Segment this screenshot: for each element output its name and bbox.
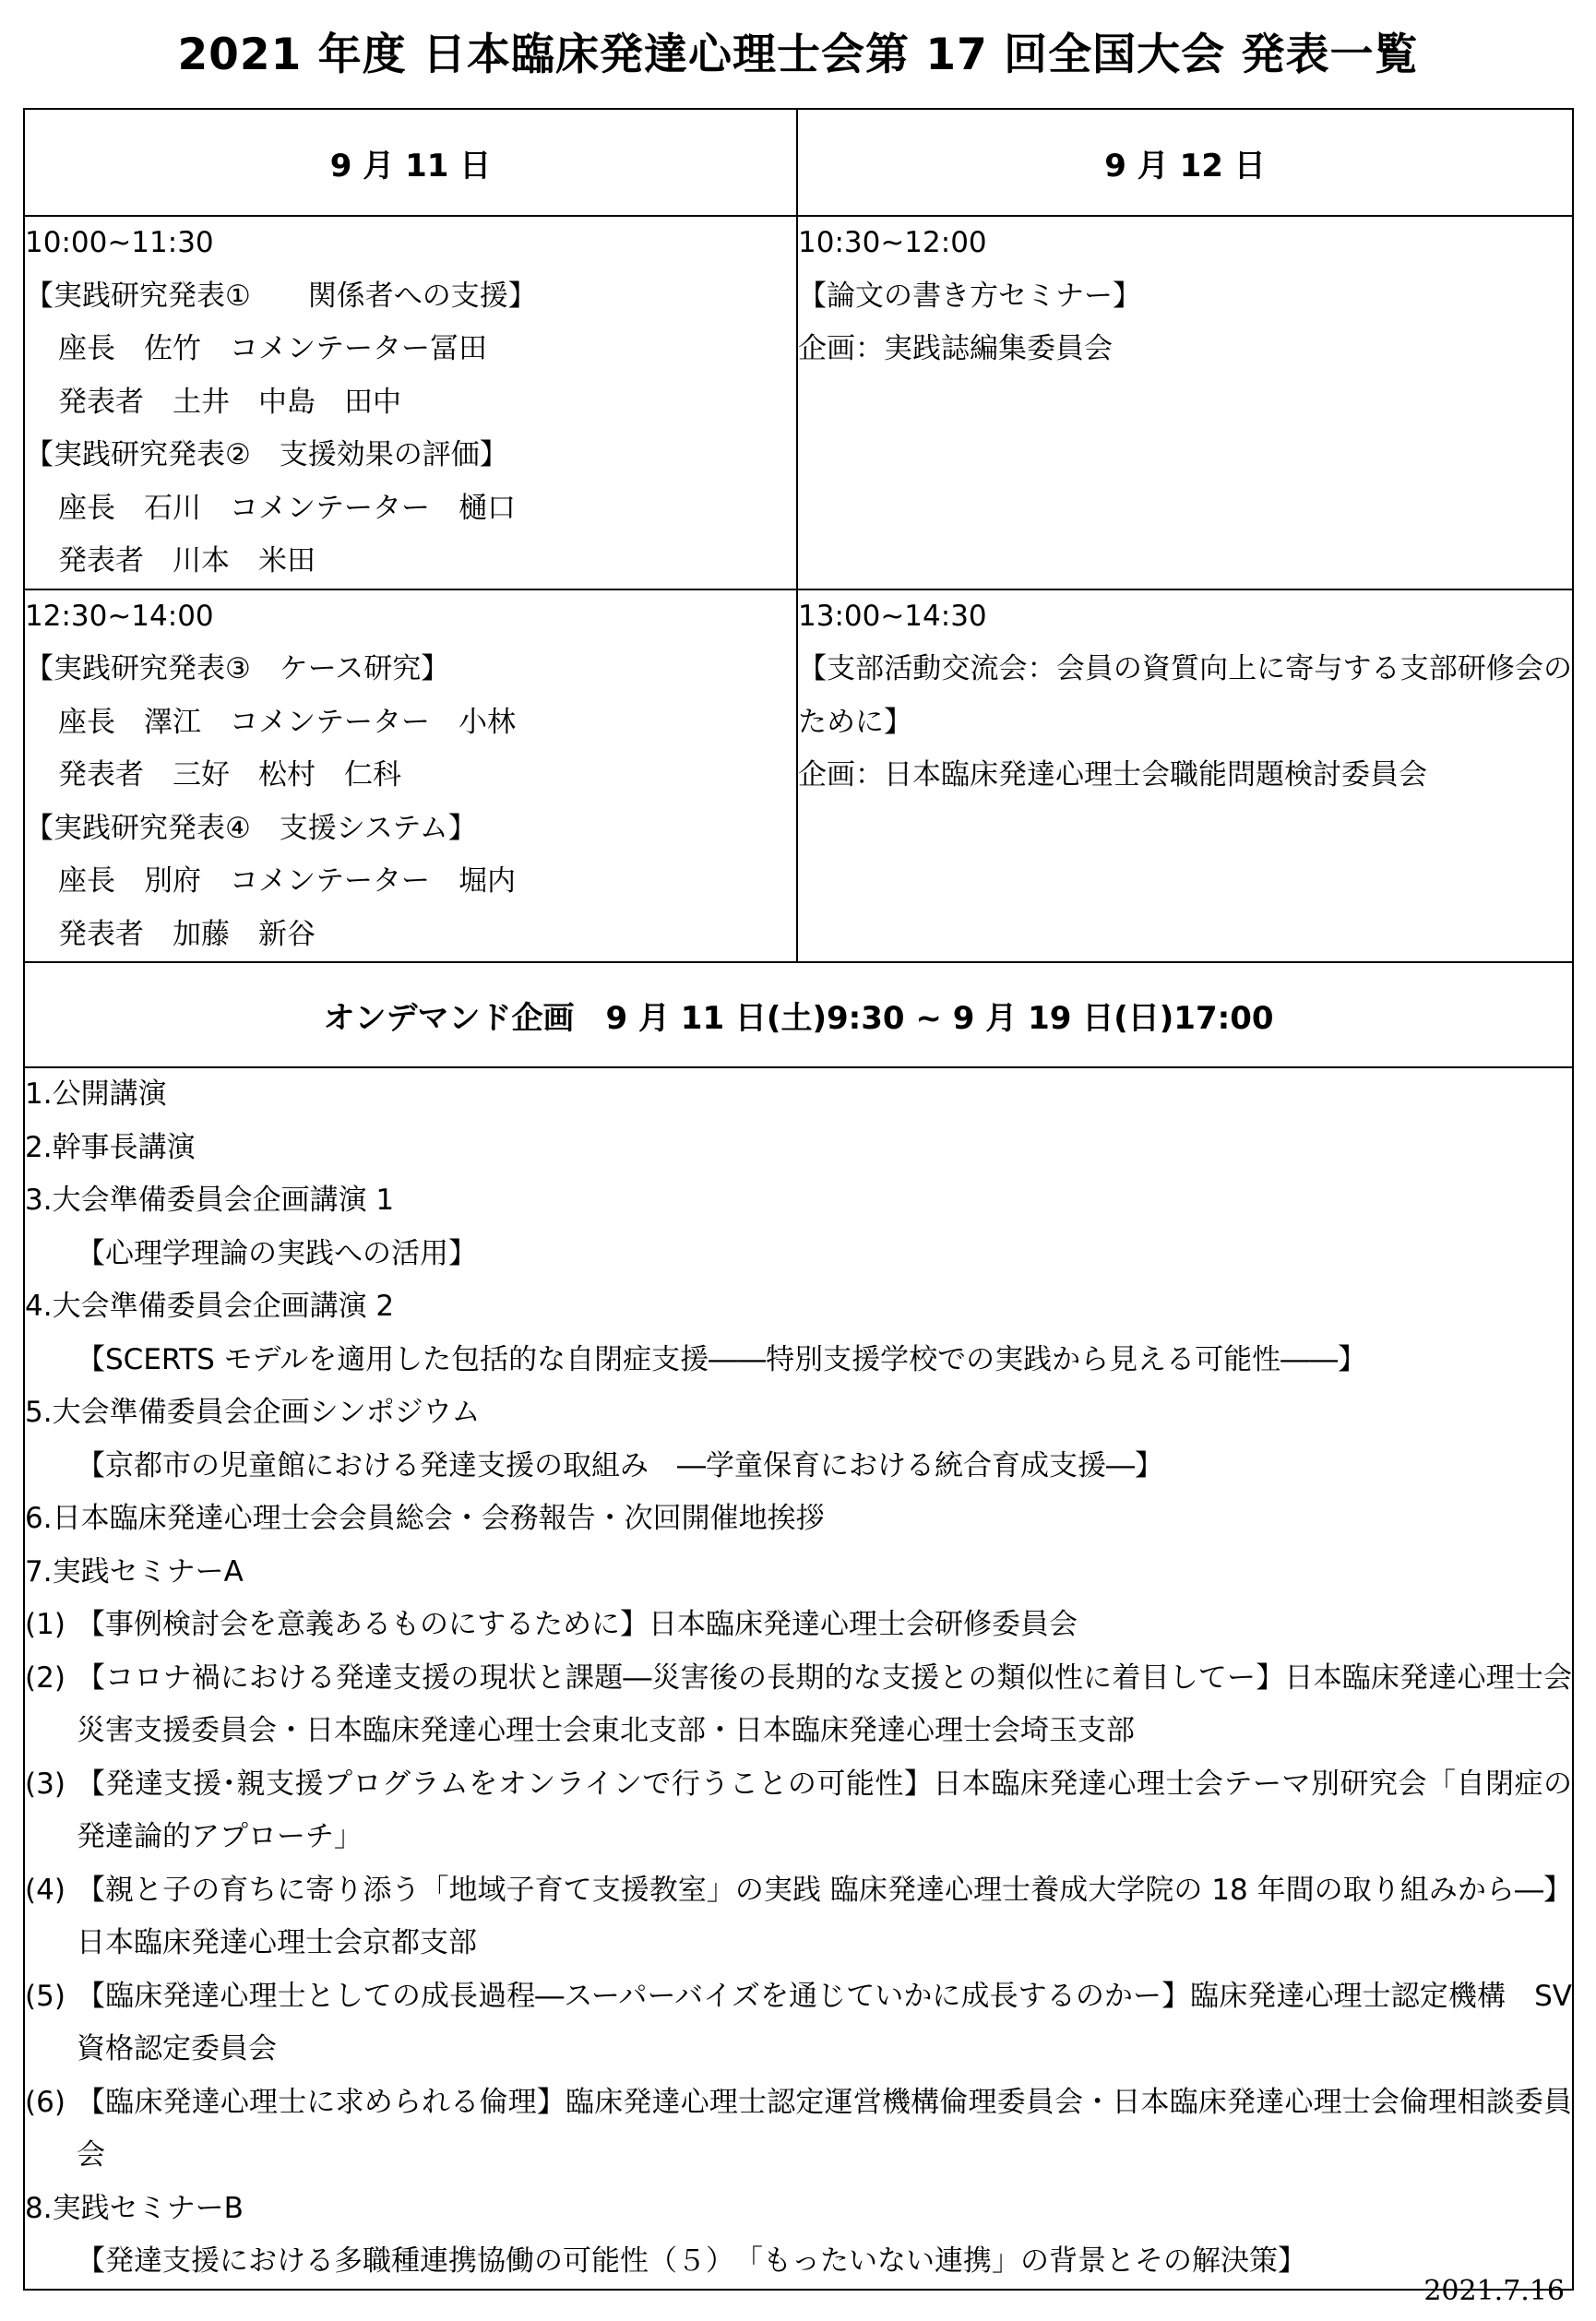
day1-afternoon-cell [24,589,797,963]
list-item-title: 【京都市の児童館における発達支援の取組み ―学童保育における統合育成支援―】 [77,1448,1163,1482]
session-chair: 座長 佐竹 コメンテーター冨田 [58,332,487,365]
session-chair: 座長 澤江 コメンテーター 小林 [58,705,516,739]
session-presenters: 発表者 三好 松村 仁科 [58,758,401,792]
day1-morning-cell [24,216,797,589]
seminar-number: (5) [25,1979,66,2013]
seminar-item [25,1652,1572,1758]
session-title: 【実践研究発表① 関係者への支援】 [25,279,537,313]
seminar-text: 【コロナ禍における発達支援の現状と課題―災害後の長期的な支援との類似性に着目してー】日本臨床発達心理士会災害支援委員会・日本臨床発達心理士会東北支部・日本臨床発達心理士会埼玉支部 [77,1660,1572,1747]
seminar-text: 【臨床発達心理士としての成長過程―スーパーバイズを通じていかに成長するのかー】臨床発達心理士認定機構 SV 資格認定委員会 [77,1979,1572,2065]
seminar-text: 【事例検討会を意義あるものにするために】日本臨床発達心理士会研修委員会 [77,1608,1078,1641]
list-item: 1.公開講演 [25,1077,167,1111]
list-item: 6.日本臨床発達心理士会会員総会・会務報告・次回開催地挨拶 [25,1502,825,1535]
list-item: 4.大会準備委員会企画講演 2 [25,1290,395,1323]
ondemand-list [24,1067,1573,2290]
schedule-table [23,108,1574,2291]
session-presenters: 発表者 加藤 新谷 [58,917,316,951]
list-item: 2.幹事長講演 [25,1130,196,1164]
seminar-text: 【親と子の育ちに寄り添う「地域子育て支援教室」の実践 臨床発達心理士養成大学院の 18 年間の取り組みから―】日本臨床発達心理士会京都支部 [77,1873,1572,1959]
session-presenters: 発表者 川本 米田 [58,544,316,577]
day2-afternoon-cell [797,589,1573,963]
seminar-number: (4) [25,1873,66,1907]
session-title: 【支部活動交流会：会員の資質向上に寄与する支部研修会のために】 [798,652,1572,739]
seminar-number: (2) [25,1660,66,1695]
list-item: 7.実践セミナーA [25,1554,244,1589]
ondemand-header: オンデマンド企画 9 月 11 日(土)9:30 ~ 9 月 19 日(日)17:00 [24,962,1573,1067]
list-item: 5.大会準備委員会企画シンポジウム [25,1396,481,1429]
seminar-item [25,1599,1572,1652]
seminar-text: 【臨床発達心理士に求められる倫理】臨床発達心理士認定運営機構倫理委員会・日本臨床発達心理士会倫理相談委員会 [77,2085,1572,2172]
list-item: 8.実践セミナーB [25,2191,244,2225]
session-planner: 企画：日本臨床発達心理士会職能問題検討委員会 [798,758,1427,792]
session-title: 【論文の書き方セミナー】 [798,279,1141,313]
session-time: 10:00~11:30 [25,226,214,259]
session-time: 12:30~14:00 [25,599,214,633]
seminar-number: (6) [25,2085,66,2119]
day1-header: 9 月 11 日 [24,109,797,216]
day2-header: 9 月 12 日 [797,109,1573,216]
document-date: 2021.7.16 [1423,2275,1565,2307]
session-time: 10:30~12:00 [798,226,987,259]
session-title: 【実践研究発表③ ケース研究】 [25,652,450,685]
seminar-number: (3) [25,1767,66,1801]
session-presenters: 発表者 土井 中島 田中 [58,385,401,419]
seminar-item [25,2077,1572,2183]
session-chair: 座長 石川 コメンテーター 樋口 [58,491,516,525]
session-title: 【実践研究発表④ 支援システム】 [25,811,477,845]
seminar-number: (1) [25,1608,66,1641]
seminar-item [25,1864,1572,1970]
list-item-title: 【SCERTS モデルを適用した包括的な自閉症支援――特別支援学校での実践から見える可能性――】 [77,1342,1367,1376]
seminar-item [25,1758,1572,1864]
day2-morning-cell [797,216,1573,589]
seminar-text: 【発達支援･親支援プログラムをオンラインで行うことの可能性】日本臨床発達心理士会テーマ別研究会「自閉症の発達論的アプローチ」 [77,1767,1572,1853]
list-item-title: 【発達支援における多職種連携協働の可能性（５） 「もったいない連携」の背景とその解決策】 [77,2244,1306,2278]
seminar-item [25,1970,1572,2077]
session-time: 13:00~14:30 [798,599,987,633]
session-title: 【実践研究発表② 支援効果の評価】 [25,438,508,471]
list-item: 3.大会準備委員会企画講演 1 [25,1184,395,1217]
list-item-title: 【心理学理論の実践への活用】 [77,1236,477,1270]
session-chair: 座長 別府 コメンテーター 堀内 [58,864,516,898]
session-planner: 企画：実践誌編集委員会 [798,332,1113,365]
page-title: 2021 年度 日本臨床発達心理士会第 17 回全国大会 発表一覧 [177,30,1419,80]
